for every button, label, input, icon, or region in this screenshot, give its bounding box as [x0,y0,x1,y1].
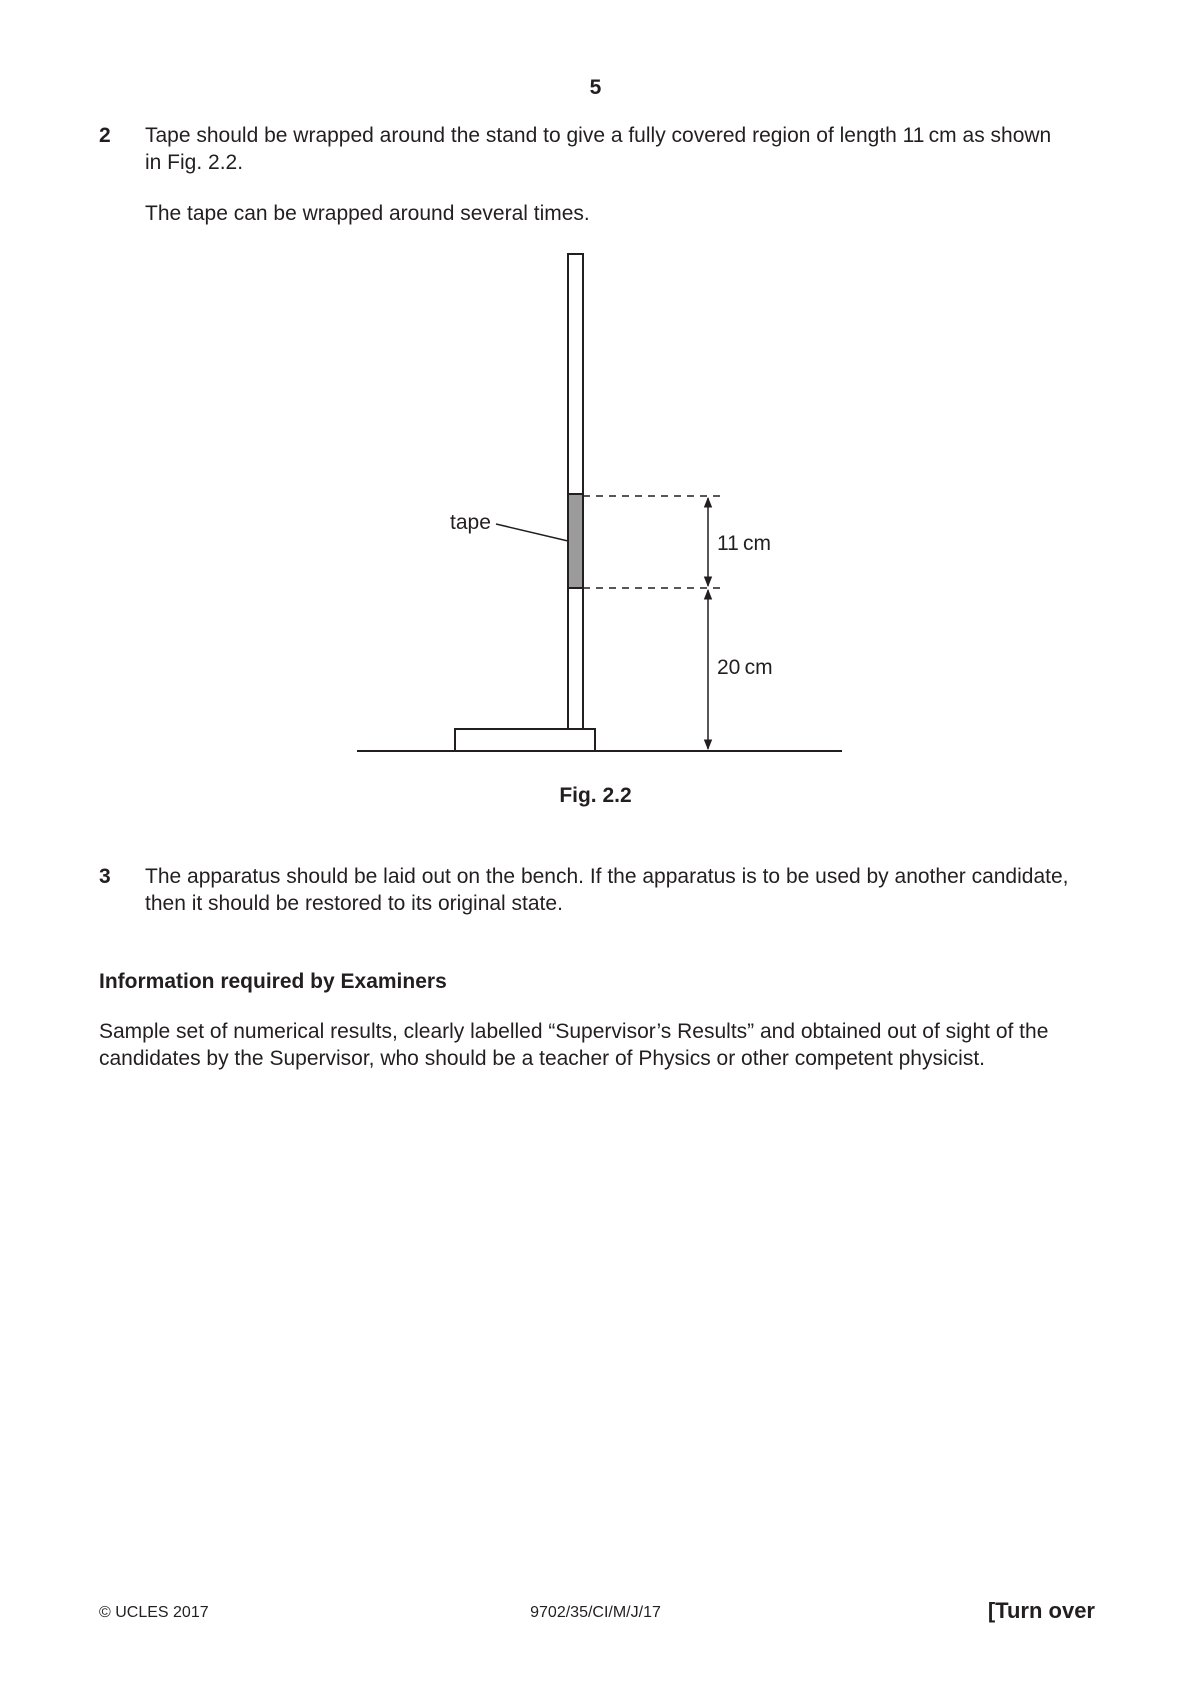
figure-caption: Fig. 2.2 [559,784,632,807]
question-2-line-1: Tape should be wrapped around the stand to give a fully covered region of length 11 cm as shown [145,124,1052,147]
section-heading: Information required by Examiners [99,970,447,993]
footer-copyright: © UCLES 2017 [99,1604,209,1621]
page-number: 5 [589,76,602,99]
stand-rod [568,254,583,729]
question-2-line-2: in Fig. 2.2. [145,151,244,174]
question-number-3: 3 [99,865,111,888]
info-line-2: candidates by the Supervisor, who should be a teacher of Physics or other competent physicist. [99,1047,985,1070]
tape-region [568,494,583,588]
turn-over-text: [Turn over [987,1598,1095,1623]
question-3-line-2: then it should be restored to its original state. [145,892,563,915]
dimension-label-11cm: 11 cm [717,532,771,555]
info-line-1: Sample set of numerical results, clearly labelled “Supervisor’s Results” and obtained out of sight of the [99,1020,1049,1043]
question-3-text [145,863,1105,917]
dimension-label-20cm: 20 cm [717,656,773,679]
question-number-2: 2 [99,124,111,147]
footer-code: 9702/35/CI/M/J/17 [530,1604,661,1621]
stand-base [455,729,595,751]
question-2-note: The tape can be wrapped around several times. [145,202,590,225]
tape-leader-line [496,524,568,541]
tape-label: tape [450,511,491,534]
question-3-line-1: The apparatus should be laid out on the bench. If the apparatus is to be used by another candidate, [145,865,1069,888]
info-paragraph [99,1018,1109,1072]
figure-2-2-diagram [0,0,1191,800]
